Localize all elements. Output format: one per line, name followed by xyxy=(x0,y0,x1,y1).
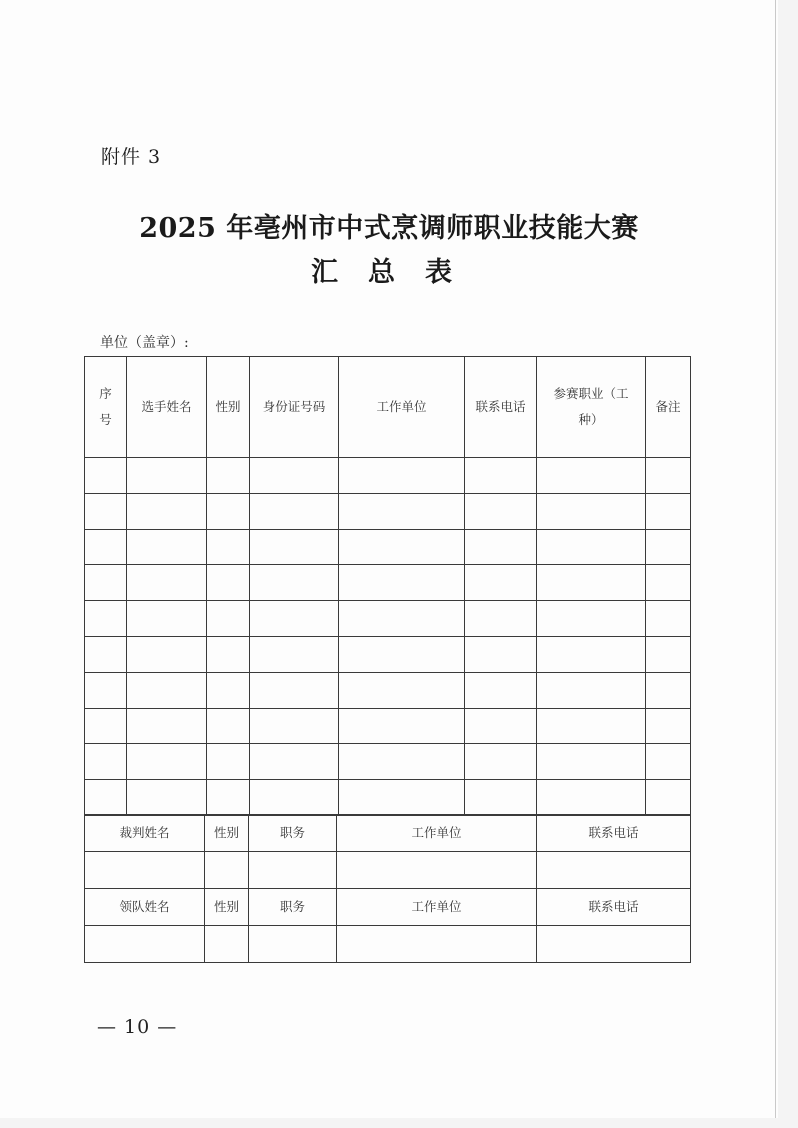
contestant-name-cell[interactable] xyxy=(127,601,207,637)
phone-cell[interactable] xyxy=(465,744,537,780)
contestant-name-cell[interactable] xyxy=(127,458,207,494)
header-referee-workplace: 工作单位 xyxy=(337,815,537,852)
table-row xyxy=(85,601,691,637)
phone-cell[interactable] xyxy=(465,672,537,708)
header-leader-position: 职务 xyxy=(249,889,337,926)
header-occupation xyxy=(537,357,646,458)
header-remarks: 备注 xyxy=(646,357,691,458)
header-id-number: 身份证号码 xyxy=(250,357,339,458)
document-subtitle: 汇总表 xyxy=(311,257,482,288)
contestant-name-cell[interactable] xyxy=(127,672,207,708)
id-number-cell[interactable] xyxy=(250,529,339,565)
occupation-cell[interactable] xyxy=(537,565,646,601)
workplace-cell[interactable] xyxy=(339,672,465,708)
remarks-cell[interactable] xyxy=(646,780,691,816)
workplace-cell[interactable] xyxy=(339,458,465,494)
referee-workplace-cell[interactable] xyxy=(337,852,537,889)
remarks-cell[interactable] xyxy=(646,601,691,637)
gender-cell[interactable] xyxy=(207,672,250,708)
seq-cell[interactable] xyxy=(85,529,127,565)
remarks-cell[interactable] xyxy=(646,529,691,565)
id-number-cell[interactable] xyxy=(250,636,339,672)
table-row xyxy=(85,636,691,672)
gender-cell[interactable] xyxy=(207,601,250,637)
remarks-cell[interactable] xyxy=(646,744,691,780)
phone-cell[interactable] xyxy=(465,636,537,672)
attachment-label: 附件 3 xyxy=(101,146,162,168)
seq-cell[interactable] xyxy=(85,493,127,529)
id-number-cell[interactable] xyxy=(250,708,339,744)
remarks-cell[interactable] xyxy=(646,458,691,494)
table-row xyxy=(85,744,691,780)
phone-cell[interactable] xyxy=(465,458,537,494)
header-referee-name: 裁判姓名 xyxy=(85,815,205,852)
occupation-cell[interactable] xyxy=(537,601,646,637)
header-seq-line2: 号 xyxy=(99,412,112,427)
remarks-cell[interactable] xyxy=(646,708,691,744)
referee-header-row xyxy=(85,815,691,852)
id-number-cell[interactable] xyxy=(250,493,339,529)
header-seq-line1: 序 xyxy=(99,386,112,401)
gender-cell[interactable] xyxy=(207,744,250,780)
header-workplace: 工作单位 xyxy=(339,357,465,458)
header-contestant-name: 选手姓名 xyxy=(127,357,207,458)
contestant-name-cell[interactable] xyxy=(127,493,207,529)
phone-cell[interactable] xyxy=(465,493,537,529)
header-gender: 性别 xyxy=(207,357,250,458)
phone-cell[interactable] xyxy=(465,529,537,565)
workplace-cell[interactable] xyxy=(339,493,465,529)
leader-position-cell[interactable] xyxy=(249,926,337,963)
phone-cell[interactable] xyxy=(465,565,537,601)
gender-cell[interactable] xyxy=(207,708,250,744)
occupation-cell[interactable] xyxy=(537,636,646,672)
document-title: 2025 年亳州市中式烹调师职业技能大赛 xyxy=(139,213,639,244)
contestant-name-cell[interactable] xyxy=(127,744,207,780)
id-number-cell[interactable] xyxy=(250,744,339,780)
referee-phone-cell[interactable] xyxy=(537,852,691,889)
leader-gender-cell[interactable] xyxy=(205,926,249,963)
referee-gender-cell[interactable] xyxy=(205,852,249,889)
id-number-cell[interactable] xyxy=(250,601,339,637)
phone-cell[interactable] xyxy=(465,780,537,816)
phone-cell[interactable] xyxy=(465,601,537,637)
seq-cell[interactable] xyxy=(85,780,127,816)
workplace-cell[interactable] xyxy=(339,708,465,744)
workplace-cell[interactable] xyxy=(339,565,465,601)
workplace-cell[interactable] xyxy=(339,636,465,672)
gender-cell[interactable] xyxy=(207,565,250,601)
leader-name-cell[interactable] xyxy=(85,926,205,963)
remarks-cell[interactable] xyxy=(646,565,691,601)
contestant-name-cell[interactable] xyxy=(127,529,207,565)
header-leader-phone: 联系电话 xyxy=(537,889,691,926)
header-occupation-line2: 种） xyxy=(578,412,604,427)
gender-cell[interactable] xyxy=(207,493,250,529)
header-seq xyxy=(85,357,127,458)
occupation-cell[interactable] xyxy=(537,780,646,816)
header-referee-position: 职务 xyxy=(249,815,337,852)
remarks-cell[interactable] xyxy=(646,493,691,529)
id-number-cell[interactable] xyxy=(250,565,339,601)
contestant-name-cell[interactable] xyxy=(127,636,207,672)
remarks-cell[interactable] xyxy=(646,672,691,708)
table-row xyxy=(85,493,691,529)
leader-entry-row xyxy=(85,926,691,963)
seq-cell[interactable] xyxy=(85,744,127,780)
referee-name-cell[interactable] xyxy=(85,852,205,889)
header-referee-phone: 联系电话 xyxy=(537,815,691,852)
unit-seal-label: 单位（盖章）: xyxy=(100,335,189,351)
occupation-cell[interactable] xyxy=(537,744,646,780)
gender-cell[interactable] xyxy=(207,780,250,816)
workplace-cell[interactable] xyxy=(339,529,465,565)
table-row xyxy=(85,672,691,708)
contestant-table-body xyxy=(85,458,691,816)
header-leader-workplace: 工作单位 xyxy=(337,889,537,926)
contestant-table xyxy=(84,356,691,816)
table-row xyxy=(85,565,691,601)
occupation-cell[interactable] xyxy=(537,708,646,744)
seq-cell[interactable] xyxy=(85,636,127,672)
table-row xyxy=(85,708,691,744)
contestant-name-cell[interactable] xyxy=(127,780,207,816)
gender-cell[interactable] xyxy=(207,529,250,565)
workplace-cell[interactable] xyxy=(339,601,465,637)
seq-cell[interactable] xyxy=(85,672,127,708)
header-phone: 联系电话 xyxy=(465,357,537,458)
remarks-cell[interactable] xyxy=(646,636,691,672)
referee-leader-table xyxy=(84,814,691,963)
occupation-cell[interactable] xyxy=(537,493,646,529)
phone-cell[interactable] xyxy=(465,708,537,744)
workplace-cell[interactable] xyxy=(339,780,465,816)
workplace-cell[interactable] xyxy=(339,744,465,780)
table-row xyxy=(85,458,691,494)
seq-cell[interactable] xyxy=(85,458,127,494)
contestant-name-cell[interactable] xyxy=(127,708,207,744)
header-occupation-line1: 参赛职业（工 xyxy=(553,386,629,401)
header-leader-name: 领队姓名 xyxy=(85,889,205,926)
table-row xyxy=(85,529,691,565)
contestant-name-cell[interactable] xyxy=(127,565,207,601)
id-number-cell[interactable] xyxy=(250,672,339,708)
id-number-cell[interactable] xyxy=(250,458,339,494)
leader-header-row xyxy=(85,889,691,926)
occupation-cell[interactable] xyxy=(537,529,646,565)
referee-entry-row xyxy=(85,852,691,889)
seq-cell[interactable] xyxy=(85,601,127,637)
contestant-header-row xyxy=(85,357,691,458)
occupation-cell[interactable] xyxy=(537,672,646,708)
occupation-cell[interactable] xyxy=(537,458,646,494)
gender-cell[interactable] xyxy=(207,458,250,494)
page-edge-line xyxy=(775,0,776,1118)
id-number-cell[interactable] xyxy=(250,780,339,816)
seq-cell[interactable] xyxy=(85,708,127,744)
page-number: — 10 — xyxy=(97,1016,178,1038)
header-referee-gender: 性别 xyxy=(205,815,249,852)
table-row xyxy=(85,780,691,816)
seq-cell[interactable] xyxy=(85,565,127,601)
referee-position-cell[interactable] xyxy=(249,852,337,889)
leader-workplace-cell[interactable] xyxy=(337,926,537,963)
header-leader-gender: 性别 xyxy=(205,889,249,926)
gender-cell[interactable] xyxy=(207,636,250,672)
leader-phone-cell[interactable] xyxy=(537,926,691,963)
